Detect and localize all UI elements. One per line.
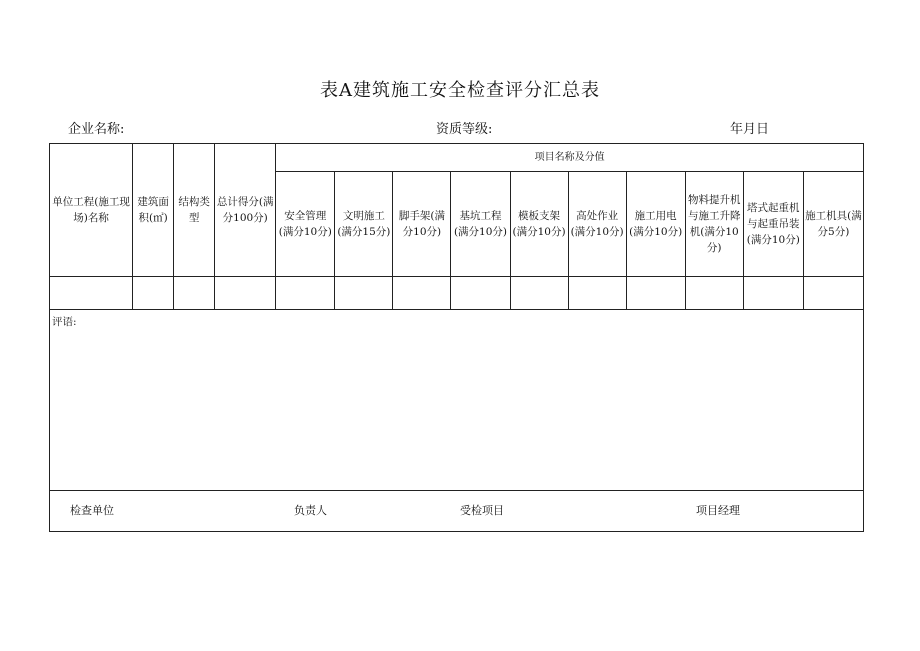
header-item: 高处作业(满分10分) [568,172,626,277]
table-cell[interactable] [803,277,863,310]
table-cell[interactable] [133,277,174,310]
inspect-unit-label: 检查单位 [70,504,114,517]
qualification-label: 资质等级: [436,122,493,137]
table-cell[interactable] [510,277,568,310]
table-cell[interactable] [451,277,510,310]
table-cell[interactable] [276,277,335,310]
table-cell[interactable] [335,277,393,310]
header-item: 文明施工(满分15分) [335,172,393,277]
table-cell[interactable] [50,277,133,310]
header-item-group: 项目名称及分值 [276,144,864,172]
page-title: 表A建筑施工安全检查评分汇总表 [320,80,600,101]
header-structure: 结构类型 [174,144,215,277]
table-cell[interactable] [393,277,451,310]
project-manager-label: 项目经理 [696,504,740,517]
inspected-project-label: 受检项目 [460,504,504,517]
header-area: 建筑面积(㎡) [133,144,174,277]
header-unit-name: 单位工程(施工现场)名称 [50,144,133,277]
table-cell[interactable] [685,277,743,310]
header-total-score: 总计得分(满分100分) [215,144,276,277]
table-cell[interactable] [174,277,215,310]
responsible-label: 负责人 [294,504,327,517]
signature-cell [50,491,864,532]
comment-row [50,310,864,491]
header-item: 物料提升机与施工升降机(满分10分) [685,172,743,277]
table-cell[interactable] [215,277,276,310]
header-item: 施工机具(满分5分) [803,172,863,277]
table-cell[interactable] [626,277,685,310]
company-name-label: 企业名称: [68,122,125,137]
header-item: 安全管理(满分10分) [276,172,335,277]
signature-row [50,491,864,532]
header-row-group [50,144,864,172]
table-cell[interactable] [568,277,626,310]
header-item: 脚手架(满分10分) [393,172,451,277]
table-row [50,277,864,310]
header-item: 模板支架(满分10分) [510,172,568,277]
date-label: 年月日 [730,122,770,137]
header-item: 施工用电(满分10分) [626,172,685,277]
comment-cell[interactable] [50,310,864,491]
header-item: 塔式起重机与起重吊装(满分10分) [743,172,803,277]
header-item: 基坑工程(满分10分) [451,172,510,277]
comment-label: 评语: [52,316,77,328]
table-cell[interactable] [743,277,803,310]
summary-table [49,143,864,532]
